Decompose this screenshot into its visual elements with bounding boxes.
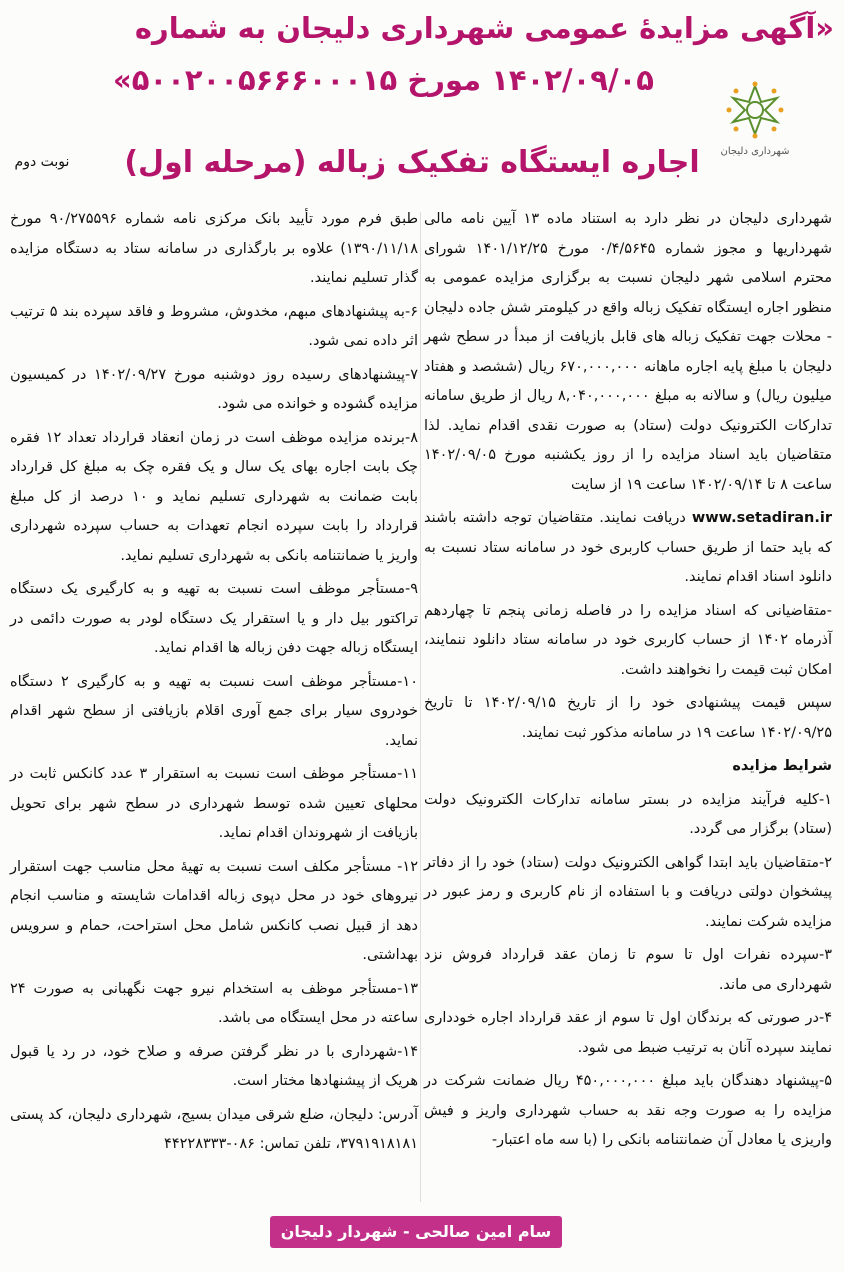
logo-emblem-icon (725, 80, 785, 140)
municipality-logo (712, 80, 798, 180)
download-note: -متقاضیانی که اسناد مزایده را در فاصله زمانی پنجم تا چهاردهم آذرماه ۱۴۰۲ از حساب کاربری خود در سامانه ستاد دانلود ننمایند، امکان ثبت قیمت را نخواهند داشت. (424, 602, 832, 678)
condition-14: ۱۴-شهرداری با در نظر گرفتن صرفه و صلاح خود، در رد یا قبول هریک از پیشنهادها مختار است. (10, 1043, 418, 1089)
notice-title-line2: ۱۴۰۲/۰۹/۰۵ مورخ ۵۰۰۲۰۰۵۶۶۶۰۰۰۱۵» (113, 63, 654, 97)
intro-paragraph-continued: www.setadiran.ir دریافت نمایند. متقاضیان توجه داشته باشند که باید حتما از طریق حساب کاربری خود در سامانه ستاد نسبت به دانلود اسناد اقدام نمایند. (424, 510, 832, 585)
condition-9: ۹-مستأجر موظف است نسبت به تهیه و به کارگیری یک دستگاه تراکتور بیل دار و یا استقرار یک دستگاه لودر به صورت دائمی در ایستگاه زباله جهت دفن زباله ها اقدام نماید. (10, 581, 418, 656)
condition-5: ۵-پیشنهاد دهندگان باید مبلغ ۴۵۰,۰۰۰,۰۰۰ ریال ضمانت شرکت در مزایده را به صورت وجه نقد به حساب شهرداری واریز و فیش واریزی یا معادل آن ضمانتنامه بانکی را (با سه ماه اعتبار- (424, 1073, 832, 1148)
condition-3: ۳-سپرده نفرات اول تا سوم تا زمان عقد قرارداد فروش نزد شهرداری می ماند. (424, 947, 832, 993)
price-registration-note: سپس قیمت پیشنهادی خود را از تاریخ ۱۴۰۲/۰۹/۱۵ تا تاریخ ۱۴۰۲/۰۹/۲۵ ساعت ۱۹ در سامانه مذکور ثبت نمایند. (424, 695, 832, 741)
notice-header (0, 4, 844, 204)
notice-title-line1: «آگهی مزایدۀ عمومی شهرداری دلیجان به شماره (134, 11, 834, 45)
condition-2: ۲-متقاضیان باید ابتدا گواهی الکترونیک دولت (ستاد) خود را از دفاتر پیشخوان دولتی دریافت و با استفاده از نام کاربری و رمز عبور در مزایده شرکت نمایند. (424, 854, 832, 930)
column-divider (420, 212, 421, 1202)
condition-12: ۱۲- مستأجر مکلف است نسبت به تهیۀ محل مناسب جهت استقرار نیروهای خود در محل دپوی زباله اقدامات شایسته و مناسب انجام دهد از قبیل نصب کانکس شامل محل استراحت، حمام و سرویس بهداشتی. (10, 858, 418, 963)
condition-11: ۱۱-مستأجر موظف است نسبت به استقرار ۳ عدد کانکس ثابت در محلهای تعیین شده توسط شهرداری در سطح شهر برای تحویل بازیافت از شهروندان اقدام نماید. (10, 766, 418, 841)
condition-1: ۱-کلیه فرآیند مزایده در بستر سامانه تدارکات الکترونیک دولت (ستاد) برگزار می گردد. (424, 791, 832, 837)
condition-10: ۱۰-مستأجر موظف است نسبت به تهیه و به کارگیری ۲ دستگاه خودروی سیار برای جمع آوری اقلام بازیافتی از سطح شهر اقدام نماید. (10, 673, 418, 749)
notice-subject-title: اجاره ایستگاه تفکیک زباله (مرحله اول) (124, 145, 700, 180)
condition-7: ۷-پیشنهادهای رسیده روز دوشنبه مورخ ۱۴۰۲/۰۹/۲۷ در کمیسیون مزایده گشوده و خوانده می شود. (10, 366, 419, 412)
condition-6: ۶-به پیشنهادهای مبهم، مخدوش، مشروط و فاقد سپرده بند ۵ ترتیب اثر داده نمی شود. (10, 303, 419, 349)
right-column (424, 205, 832, 1160)
condition-13: ۱۳-مستأجر موظف به استخدام نیرو جهت نگهبانی به صورت ۲۴ ساعته در محل ایستگاه می باشد. (10, 980, 418, 1026)
auction-conditions-heading: شرایط مزایده (732, 758, 832, 774)
left-column (10, 205, 418, 1164)
setadiran-website-link[interactable]: www.setadiran.ir (691, 510, 832, 526)
condition-5-continued: طبق فرم مورد تأیید بانک مرکزی نامه شماره ۹۰/۲۷۵۵۹۶ مورخ ۱۳۹۰/۱۱/۱۸) علاوه بر بارگذاری در سامانه ستاد به دستگاه مزایده گذار تسلیم نمایند. (10, 211, 418, 286)
condition-8: ۸-برنده مزایده موظف است در زمان انعقاد قرارداد تعداد ۱۲ فقره چک بابت اجاره بهای یک سال و یک فقره چک به مبلغ کل قرارداد بابت ضمانت به شهرداری تسلیم نماید و ۱۰ درصد از کل مبلغ قرارداد را بابت سپرده انجام تعهدات به حساب سپرده شهرداری واریز یا ضمانتنامه بانکی به شهرداری تسلیم نماید. (10, 429, 418, 564)
contact-address: آدرس: دلیجان، ضلع شرقی میدان بسیج، شهرداری دلیجان، کد پستی ۳۷۹۱۹۱۸۱۸۱، تلفن تماس: ۰۸۶-۴۴۲۲۸۳۳۳ (10, 1106, 418, 1152)
publication-round: نوبت دوم (14, 154, 70, 170)
logo-text: شهرداری دلیجان (720, 146, 790, 157)
intro-paragraph: شهرداری دلیجان در نظر دارد به استناد ماده ۱۳ آیین نامه مالی شهرداریها و مجوز شماره ۰/۴/۵۶۴۵ مورخ ۱۴۰۱/۱۲/۲۵ شورای محترم اسلامی شهر دلیجان نسبت به برگزاری مزایده عمومی به منظور اجاره ایستگاه تفکیک زباله واقع در کیلومتر شش جاده دلیجان - محلات جهت تفکیک زباله های قابل بازیافت از مبدأ در سطح شهر دلیجان با مبلغ پایه اجاره ماهانه ۶۷۰,۰۰۰,۰۰۰ ریال (ششصد و هفتاد میلیون ریال) و سالانه به مبلغ ۸,۰۴۰,۰۰۰,۰۰۰ ریال از طریق سامانه تدارکات الکترونیک دولت (ستاد) به صورت نقدی اقدام نماید. لذا متقاضیان باید اسناد مزایده را از روز یکشنبه مورخ ۱۴۰۲/۰۹/۰۵ ساعت ۸ تا ۱۴۰۲/۰۹/۱۴ ساعت ۱۹ از سایت (424, 211, 832, 493)
condition-4: ۴-در صورتی که برندگان اول تا سوم از عقد قرارداد اجاره خودداری نمایند سپرده آنان به ترتیب ضبط می شود. (424, 1010, 832, 1056)
mayor-signature-banner: سام امین صالحی - شهردار دلیجان (270, 1216, 562, 1248)
